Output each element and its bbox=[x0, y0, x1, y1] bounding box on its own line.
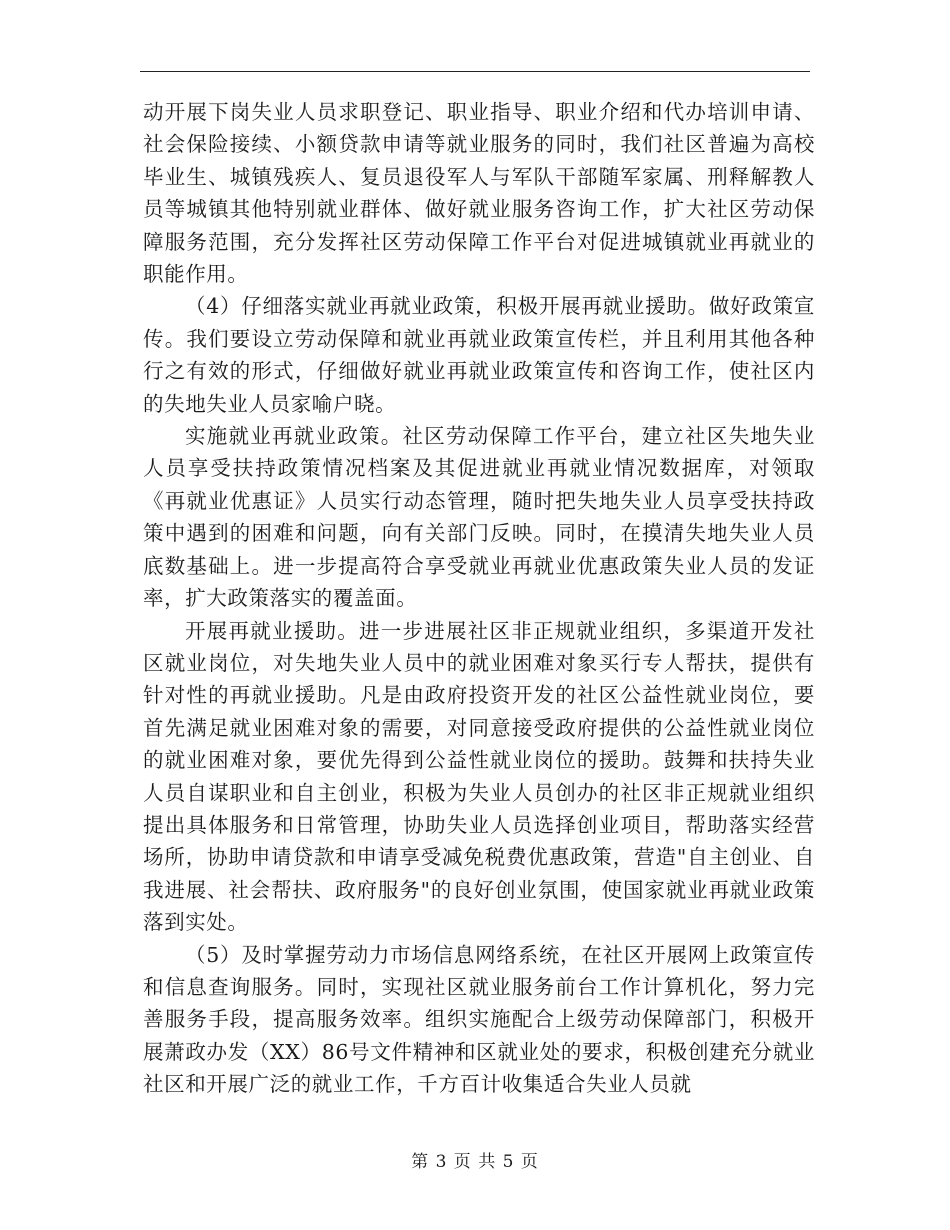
page-number-footer: 第 3 页 共 5 页 bbox=[411, 1152, 539, 1172]
paragraph-policy-implementation: （4）仔细落实就业再就业政策，积极开展再就业援助。做好政策宣传。我们要设立劳动保障和就业再就业政策宣传栏，并且利用其他各种行之有效的形式，仔细做好就业再就业政策宣传和咨询工作，使社区内的失地失业人员家喻户晓。 bbox=[143, 294, 815, 416]
paragraph-labor-market-info: （5）及时掌握劳动力市场信息网络系统，在社区开展网上政策宣传和信息查询服务。同时，实现社区就业服务前台工作计算机化，努力完善服务手段，提高服务效率。组织实施配合上级劳动保障部门，积极开展萧政办发（XX）86号文件精神和区就业处的要求，积极创建充分就业社区和开展广泛的就业工作，千方百计收集适合失业人员就 bbox=[143, 942, 815, 1097]
paragraph-reemployment-assistance: 开展再就业援助。进一步进展社区非正规就业组织，多渠道开发社区就业岗位，对失地失业人员中的就业困难对象买行专人帮扶，提供有针对性的再就业援助。凡是由政府投资开发的社区公益性就业岗位，要首先满足就业困难对象的需要，对同意接受政府提供的公益性就业岗位的就业困难对象，要优先得到公益性就业岗位的援助。鼓舞和扶持失业人员自谋职业和自主创业，积极为失业人员创办的社区非正规就业组织提出具体服务和日常管理，协助失业人员选择创业项目，帮助落实经营场所，协助申请贷款和申请享受减免税费优惠政策，营造"自主创业、自我进展、社会帮扶、政府服务"的良好创业氛围，使国家就业再就业政策落到实处。 bbox=[143, 618, 815, 935]
header-rule bbox=[140, 71, 810, 72]
document-body bbox=[143, 96, 815, 1101]
paragraph-implement-policy: 实施就业再就业政策。社区劳动保障工作平台，建立社区失地失业人员享受扶持政策情况档案及其促进就业再就业情况数据库，对领取《再就业优惠证》人员实行动态管理，随时把失地失业人员享受扶持政策中遇到的困难和问题，向有关部门反映。同时，在摸清失地失业人员底数基础上。进一步提高符合享受就业再就业优惠政策失业人员的发证率，扩大政策落实的覆盖面。 bbox=[143, 424, 815, 611]
paragraph-continuation: 动开展下岗失业人员求职登记、职业指导、职业介绍和代办培训申请、社会保险接续、小额贷款申请等就业服务的同时，我们社区普遍为高校毕业生、城镇残疾人、复员退役军人与军队干部随军家属、刑释解教人员等城镇其他特别就业群体、做好就业服务咨询工作，扩大社区劳动保障服务范围，充分发挥社区劳动保障工作平台对促进城镇就业再就业的职能作用。 bbox=[143, 100, 815, 287]
